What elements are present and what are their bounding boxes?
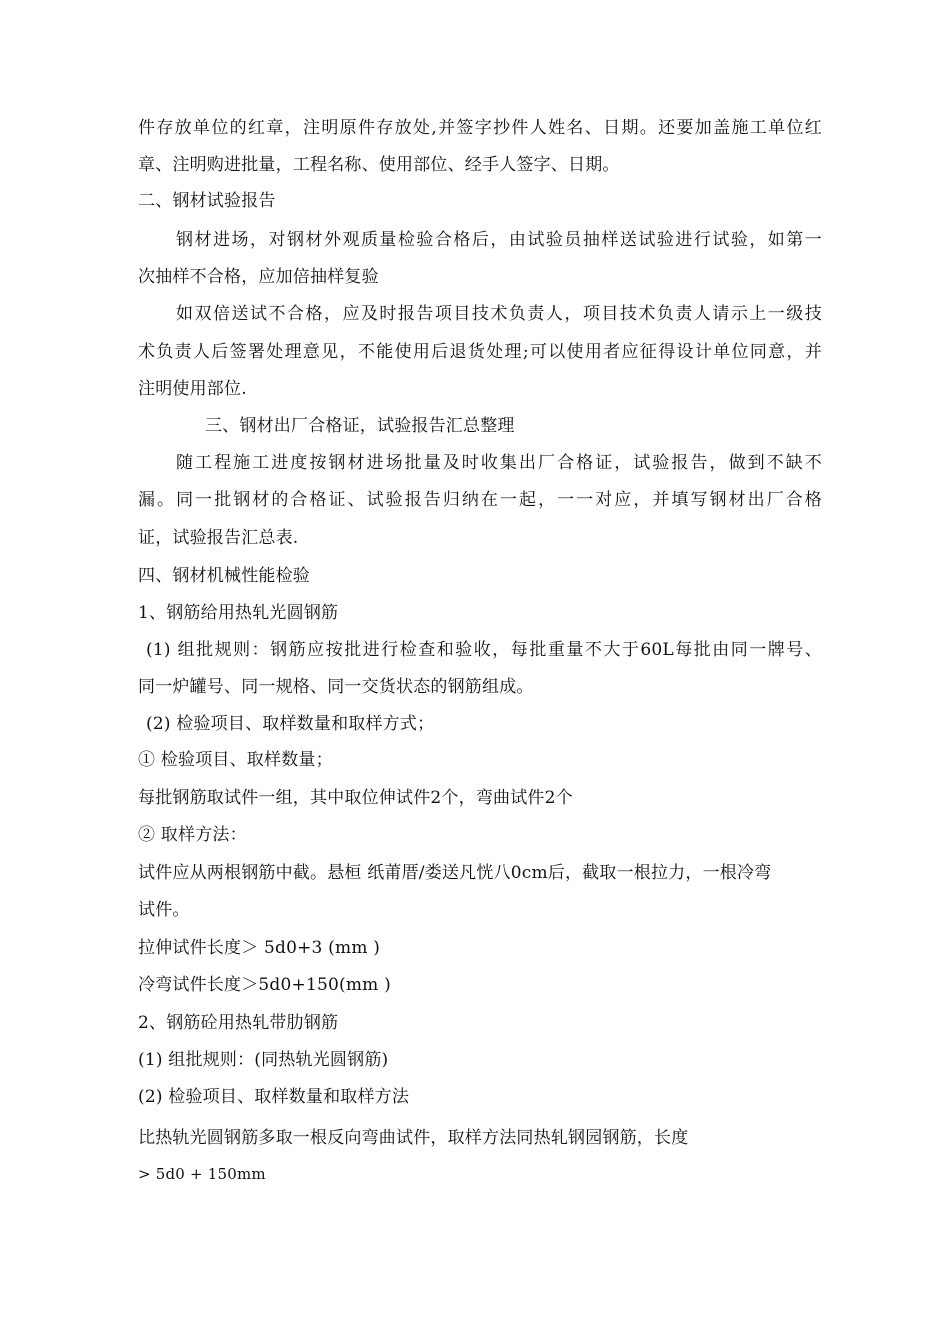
list-item: (2) 检验项目、取样数量和取样方式； [146, 714, 435, 734]
paragraph-line: 漏。同一批钢材的合格证、试验报告归纳在一起，一一对应，并填写钢材出厂合格 [138, 490, 822, 510]
paragraph-line: (1) 组批规则：钢筋应按批进行检查和验收，每批重量不大于60L每批由同一牌号、 [146, 640, 822, 660]
subsection-heading: 1、钢筋给用热轧光圆钢筋 [138, 603, 339, 623]
paragraph-line: 试件。 [138, 900, 190, 920]
list-item: (2) 检验项目、取样数量和取样方法 [138, 1087, 410, 1107]
paragraph-line: 证，试验报告汇总表. [138, 528, 299, 548]
paragraph-line: 注明使用部位. [138, 379, 247, 399]
paragraph-line: 章、注明购进批量，工程名称、使用部位、经手人签字、日期。 [138, 155, 620, 175]
paragraph-line: 钢材进场，对钢材外观质量检验合格后，由试验员抽样送试验进行试验，如第一 [176, 230, 822, 250]
paragraph-line: 件存放单位的红章，注明原件存放处,并签字抄件人姓名、日期。还要加盖施工单位红 [138, 118, 822, 138]
list-item: (1) 组批规则：(同热轨光圆钢筋) [138, 1050, 389, 1070]
paragraph-line: > 5d0 + 150mm [138, 1165, 266, 1183]
paragraph-line: 同一炉罐号、同一规格、同一交货状态的钢筋组成。 [138, 677, 534, 697]
paragraph-line: 如双倍送试不合格，应及时报告项目技术负责人，项目技术负责人请示上一级技 [176, 304, 822, 324]
paragraph-line: 试件应从两根钢筋中截。悬桓 纸莆厝/娄送凡恍八0cm后，截取一根拉力，一根冷弯 [138, 863, 772, 883]
paragraph-line: 次抽样不合格，应加倍抽样复验 [138, 267, 379, 287]
section-heading: 四、钢材机械性能检验 [138, 566, 310, 586]
section-heading: 二、钢材试验报告 [138, 191, 276, 211]
list-item: ① 检验项目、取样数量； [138, 750, 333, 770]
paragraph-line: 术负责人后签署处理意见，不能使用后退货处理;可以使用者应征得设计单位同意，并 [138, 342, 822, 362]
paragraph-line: 比热轨光圆钢筋多取一根反向弯曲试件，取样方法同热轧钢园钢筋，长度 [138, 1128, 689, 1148]
paragraph-line: 每批钢筋取试件一组，其中取位伸试件2个，弯曲试件2个 [138, 788, 573, 808]
subsection-heading: 2、钢筋砼用热轧带肋钢筋 [138, 1013, 339, 1033]
paragraph-line: 冷弯试件长度＞5d0+150(mm ) [138, 975, 391, 995]
paragraph-line: 随工程施工进度按钢材进场批量及时收集出厂合格证，试验报告，做到不缺不 [176, 453, 822, 473]
section-heading: 三、钢材出厂合格证，试验报告汇总整理 [205, 416, 515, 436]
paragraph-line: 拉伸试件长度＞ 5d0+3 (mm ) [138, 938, 381, 958]
list-item: ② 取样方法： [138, 825, 247, 845]
